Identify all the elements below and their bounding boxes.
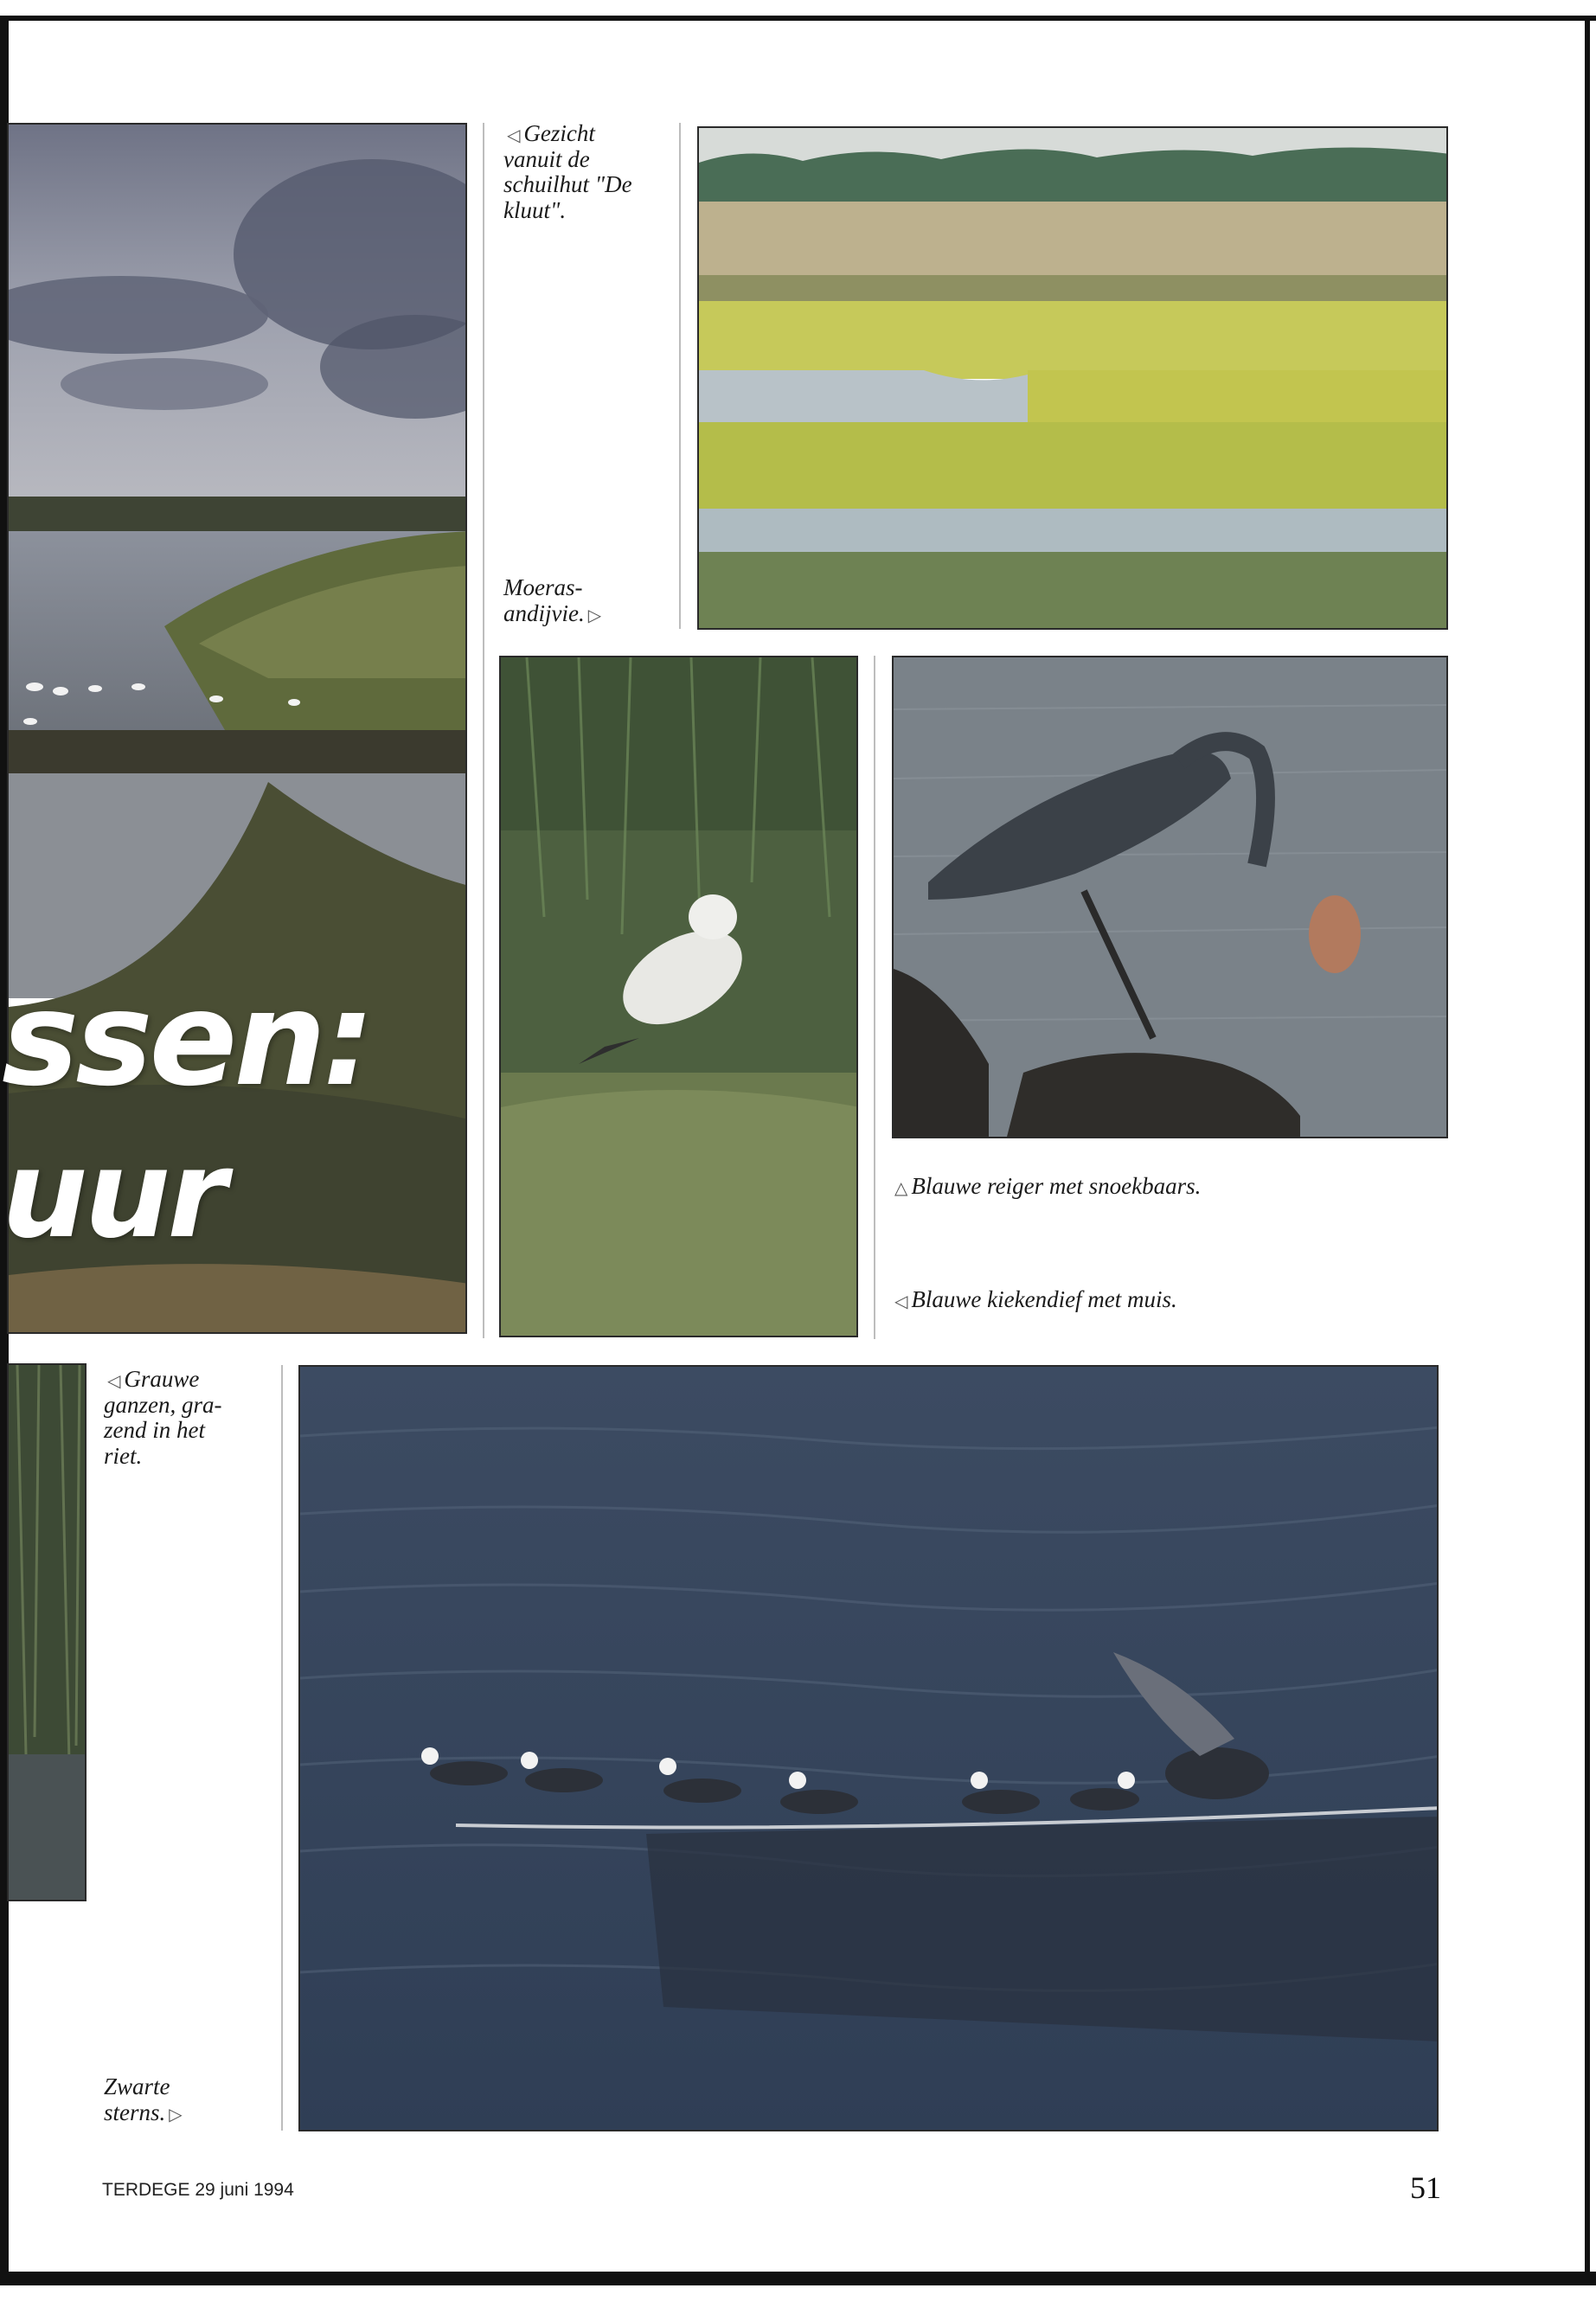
caption-harrier: ◁ Blauwe kiekendief met muis. — [894, 1286, 1177, 1312]
black-terns-photo — [298, 1365, 1439, 2131]
page-number: 51 — [1410, 2170, 1441, 2205]
headline-line-1: ssen: — [2, 965, 372, 1115]
column-rule — [483, 123, 484, 1338]
page-border-right — [1585, 16, 1590, 2282]
left-arrow-icon: ◁ — [507, 126, 521, 145]
column-rule — [874, 656, 875, 1339]
left-arrow-icon: ◁ — [894, 1292, 908, 1311]
caption-geese: ◁ Grauwe ganzen, gra- zend in het riet. — [104, 1366, 222, 1470]
caption-heron: △ Blauwe reiger met snoekbaars. — [894, 1173, 1202, 1199]
caption-terns: Zwarte sterns. ▷ — [104, 2073, 183, 2125]
headline-line-2: uur — [2, 1125, 224, 1266]
column-rule — [679, 123, 681, 629]
right-arrow-icon: ▷ — [169, 2105, 183, 2125]
publication-footer: TERDEGE 29 juni 1994 — [102, 2180, 294, 2200]
hen-harrier-photo — [499, 656, 858, 1337]
column-rule — [281, 1365, 283, 2131]
up-arrow-icon: △ — [894, 1179, 908, 1198]
left-arrow-icon: ◁ — [107, 1372, 121, 1391]
grey-heron-photo — [892, 656, 1448, 1138]
right-arrow-icon: ▷ — [587, 606, 602, 625]
page-border-bottom — [0, 2272, 1596, 2285]
wetland-moerasandijvie-photo — [697, 126, 1448, 630]
greylag-geese-photo — [7, 1363, 87, 1901]
caption-moerasandijvie: Moeras- andijvie. ▷ — [503, 574, 602, 626]
caption-hide-view: ◁ Gezicht vanuit de schuilhut "De kluut". — [503, 120, 632, 224]
page-border-top — [0, 16, 1596, 21]
